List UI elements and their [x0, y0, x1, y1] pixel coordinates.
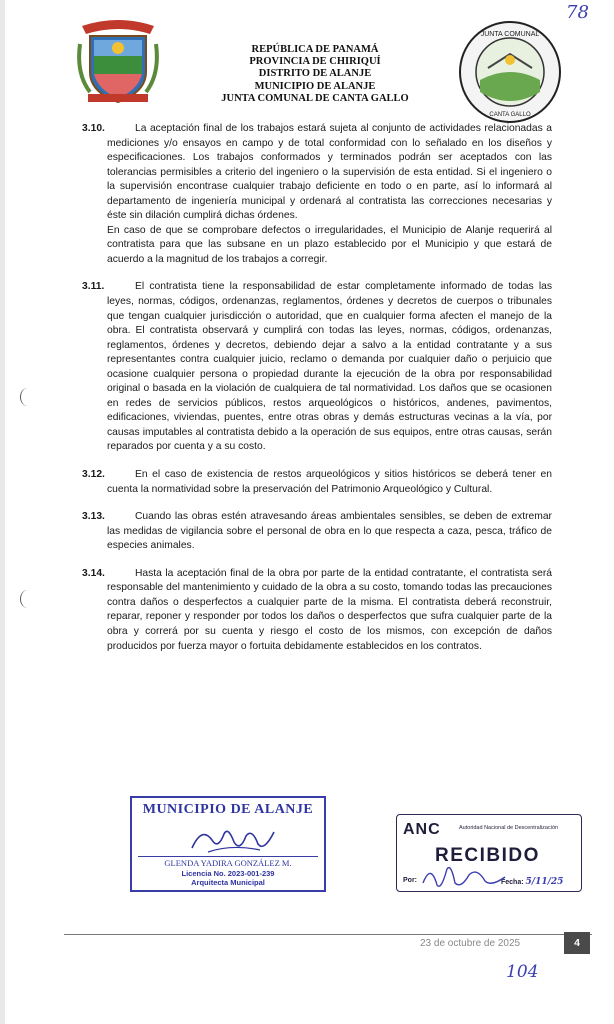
- svg-text:JUNTA COMUNAL: JUNTA COMUNAL: [480, 31, 540, 38]
- header-province: PROVINCIA DE CHIRIQUÍ: [249, 56, 381, 68]
- clause-3-13: [82, 510, 552, 554]
- por-label: Por:: [403, 877, 417, 884]
- municipio-stamp: [130, 796, 326, 892]
- stamp-title: MUNICIPIO DE ALANJE: [142, 802, 314, 817]
- fecha-label: Fecha: 5/11/25: [501, 877, 564, 887]
- header-municipality: MUNICIPIO DE ALANJE: [254, 80, 376, 92]
- punch-hole-mark: [20, 590, 35, 608]
- stamp-license: [132, 870, 324, 887]
- document-header: [180, 44, 450, 105]
- clause-number: 3.13.: [82, 511, 105, 523]
- clause-body: En el caso de existencia de restos arqueológicos y sitios históricos se deberá tener en cuenta la normatividad sobre la preservación del Patrimonio Arqueológico y Cultural.: [107, 469, 552, 495]
- anc-acronym: ANC: [403, 821, 441, 838]
- page-number-badge: 4: [564, 932, 590, 954]
- received-label: RECIBIDO: [435, 845, 540, 866]
- clause-number: 3.11.: [82, 281, 105, 293]
- handwritten-folio-number: 104: [506, 962, 539, 982]
- punch-hole-mark: [20, 388, 35, 406]
- license-number: Licencia No. 2023-001-239: [181, 869, 275, 878]
- clause-body-continued: En caso de que se comprobare defectos o irregularidades, el Municipio de Alanje requerirá al contratista para que las subsane en un plazo establecido por el Municipio y que estará de acuerdo a la magnitud de los trabajos a corregir.: [107, 224, 552, 265]
- clause-3-10: [82, 122, 552, 267]
- clause-number: 3.10.: [82, 123, 105, 134]
- anc-authority-name: Autoridad Nacional de Descentralización: [459, 825, 559, 831]
- header-junta: JUNTA COMUNAL DE CANTA GALLO: [221, 92, 409, 104]
- handwritten-page-number: 78: [566, 2, 589, 23]
- footer-date: 23 de octubre de 2025: [420, 938, 521, 949]
- junta-comunal-seal: [458, 20, 562, 124]
- stamp-signer-name: GLENDA YADIRA GONZÁLEZ M.: [138, 856, 318, 868]
- header-republic: REPÚBLICA DE PANAMÁ: [251, 44, 379, 55]
- clause-3-14: [82, 567, 552, 654]
- header-district: DISTRITO DE ALANJE: [258, 68, 372, 80]
- clause-body: Hasta la aceptación final de la obra por parte de la entidad contratante, el contratista será responsable del mantenimiento y cuidado de la obra a su costo, tomando todas las precauciones contra daños o desperfectos a cualquier parte de la misma. El contratista deberá reconstruir, reparar, reponer y responder por todos los daños o desperfectos que sufra cualquier parte de la obra y correrá por su cuenta y riesgo el costo de los mismos, con excepción de daños producidos por fuerza mayor o fortuita debidamente establecidos en los contratos.: [107, 567, 552, 652]
- received-signature-mark: [421, 861, 511, 891]
- clause-number: 3.12.: [82, 469, 105, 481]
- clause-list: [82, 122, 552, 667]
- anc-received-stamp: [396, 814, 582, 892]
- clause-body: Cuando las obras estén atravesando áreas ambientales sensibles, se deben de extremar las medidas de vigilancia sobre el personal de obra en lo que respecta a caza, pesca, tráfico de especies animales.: [107, 511, 552, 552]
- fecha-value: 5/11/25: [525, 877, 564, 887]
- clause-3-11: [82, 280, 552, 455]
- signer-role: Arquitecta Municipal: [191, 877, 265, 887]
- clause-body: La aceptación final de los trabajos estará sujeta al conjunto de actividades relacionadas a mediciones y/o ensayos en campo y de total conformidad con lo señalado en los diseños y especificaciones. Los trabajos conformados y terminados podrán ser aceptados con las tolerancias permisibles a criterio del ingeniero o la supervisión de esta entidad. Si el ingeniero o la supervisión encontrase cualquier trabajo deficiente en todo o en parte, así lo informará al departamento de ingeniería municipal y ordenará al contratista las correcciones necesarias y éste sin dilación cumplirá dichas órdenes.: [107, 123, 552, 222]
- signature-mark: [188, 822, 278, 856]
- clause-body: El contratista tiene la responsabilidad de estar completamente informado de todas las leyes, normas, códigos, ordenanzas, reglamentos, órdenes y decretos de cuerpos o tribunales que tengan cualquier jurisdicción o autoridad, que en cualquier forma afecten el manejo de la obra. El contratista observará y cumplirá con todas las leyes, normas, códigos, ordenanzas, reglamentos, órdenes y decretos, debiendo dejar a salvo a la entidad contratante y a sus representantes contra cualquier juicio, reclamo o demanda por cualquier daño o perjuicio que ocasione cualquier persona o propiedad durante la ejecución de la obra por responsabilidad original o basada en la violación de cualquiera de tal normatividad. Los daños que se ocasionen en redes de servicios públicos, restos arqueológicos o históricos, andenes, pavimentos, edificaciones, viviendas, puentes, entre otras obras y demás estructuras vecinas a la vía, por causas imputables al contratista debido a la operación de sus equipos, entre otras causas, serán reparados por cuenta y a su costo.: [107, 281, 552, 453]
- scan-edge: [0, 0, 5, 1024]
- municipio-alanje-logo: [76, 14, 160, 106]
- clause-number: 3.14.: [82, 567, 105, 579]
- svg-text:CANTA GALLO: CANTA GALLO: [489, 112, 531, 118]
- footer-divider: [64, 934, 592, 935]
- clause-3-12: [82, 468, 552, 497]
